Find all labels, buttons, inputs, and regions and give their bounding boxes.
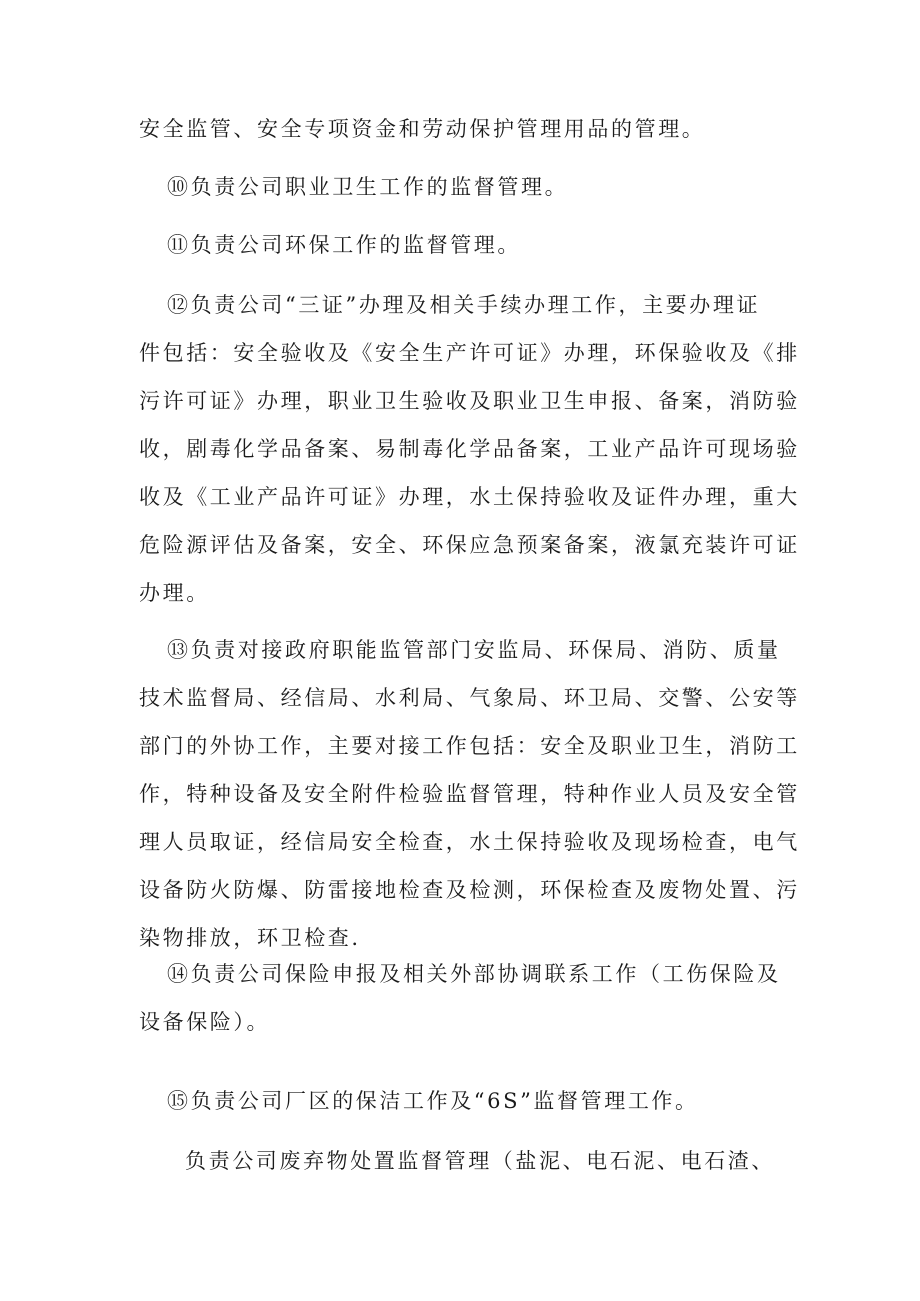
text-line: 染物排放，环卫检查. <box>139 926 361 950</box>
text-line: 设备保险）。 <box>139 1010 271 1034</box>
text-line: 安全监管、安全专项资金和劳动保护管理用品的管理。 <box>139 117 706 141</box>
text-line: ⑬负责对接政府职能监管部门安监局、环保局、消防、质量 <box>167 638 781 662</box>
text-line: 件包括：安全验收及《安全生产许可证》办理，环保验收及《排 <box>139 341 800 365</box>
text-line: ⑮负责公司厂区的保洁工作及“6S”监督管理工作。 <box>167 1089 699 1113</box>
text-line: 收，剧毒化学品备案、易制毒化学品备案，工业产品许可现场验 <box>139 437 800 461</box>
text-line: 部门的外协工作，主要对接工作包括：安全及职业卫生，消防工 <box>139 734 800 758</box>
paragraph-item-14 <box>139 950 789 1046</box>
text-line: 收及《工业产品许可证》办理，水土保持验收及证件办理，重大 <box>139 485 800 509</box>
text-line: 污许可证》办理，职业卫生验收及职业卫生申报、备案，消防验 <box>139 389 800 413</box>
text-line: 危险源评估及备案，安全、环保应急预案备案，液氯充装许可证 <box>139 533 800 557</box>
paragraph-safety-supplies <box>139 105 789 153</box>
text-line: ⑩负责公司职业卫生工作的监督管理。 <box>167 175 569 199</box>
paragraph-item-15 <box>139 1077 789 1125</box>
paragraph-item-10 <box>139 163 789 211</box>
text-line: 办理。 <box>139 581 210 605</box>
text-line: 技术监督局、经信局、水利局、气象局、环卫局、交警、公安等 <box>139 686 800 710</box>
text-line: 负责公司废弃物处置监督管理（盐泥、电石泥、电石渣、 <box>185 1149 775 1173</box>
text-line: 作，特种设备及安全附件检验监督管理，特种作业人员及安全管 <box>139 782 800 806</box>
text-line: 理人员取证，经信局安全检查，水土保持验收及现场检查，电气 <box>139 830 800 854</box>
paragraph-waste-disposal <box>139 1137 789 1185</box>
text-line: 设备防火防爆、防雷接地检查及检测，环保检查及废物处置、污 <box>139 878 800 902</box>
paragraph-item-13 <box>139 626 800 962</box>
text-line: ⑭负责公司保险申报及相关外部协调联系工作（工伤保险及 <box>167 962 781 986</box>
text-line: ⑫负责公司“三证”办理及相关手续办理工作，主要办理证 <box>167 293 761 317</box>
paragraph-item-12 <box>139 281 800 617</box>
text-line: ⑪负责公司环保工作的监督管理。 <box>167 233 521 257</box>
paragraph-item-11 <box>139 221 789 269</box>
